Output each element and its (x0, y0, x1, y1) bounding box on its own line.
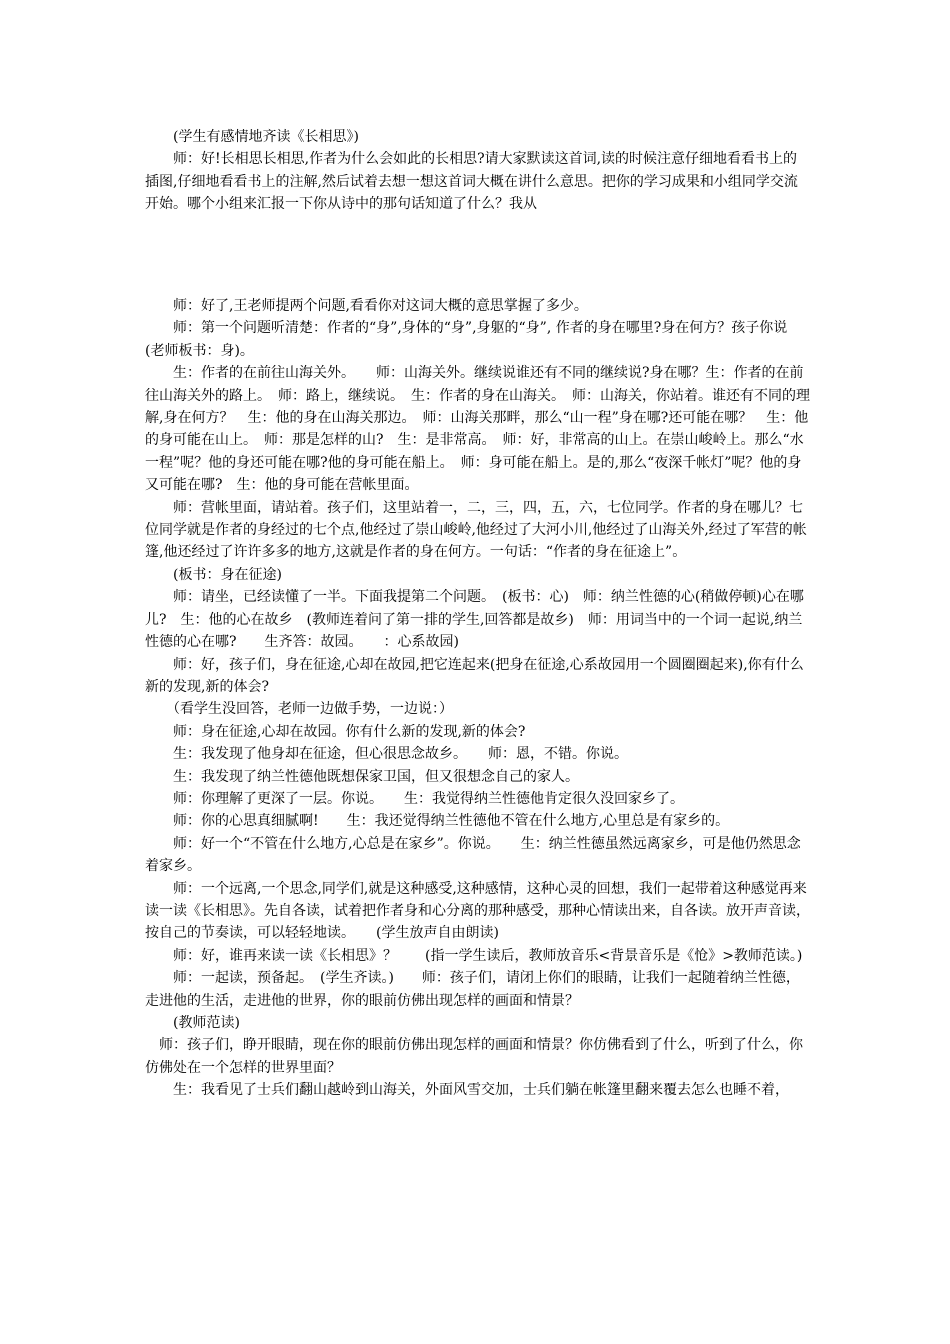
document-paragraph: 师：身在征途,心却在故园。你有什么新的发现,新的体会? (145, 723, 526, 740)
document-paragraph: 师：好，孩子们，身在征途,心却在故园,把它连起来(把身在征途,心系故园用一个圆圈圈起来),你有什么新的发现,新的体会? (145, 656, 804, 695)
document-paragraph: (学生有感情地齐读《长相思》) (145, 129, 359, 145)
document-paragraph: 师：好，谁再来读一读《长相思》？ (指一学生读后，教师放音乐<背景音乐是《怆》>教师范读。) (145, 947, 803, 964)
document-paragraph: (板书：身在征途) (145, 566, 282, 583)
document-paragraph: 师：营帐里面，请站着。孩子们，这里站着一，二，三，四，五，六，七位同学。作者的身在哪儿？七位同学就是作者的身经过的七个点,他经过了崇山峻岭,他经过了大河小川,他经过了山海关外,经过了军营的帐篷,他还经过了许许多多的地方,这就是作者的身在何方。一句话：“作者的身在征途上”。 (145, 499, 807, 561)
document-paragraph: 师：好了,王老师提两个问题,看看你对这词大概的意思掌握了多少。 (145, 298, 588, 314)
document-paragraph: 师：一起读，预备起。 (学生齐读。) 师：孩子们，请闭上你们的眼睛，让我们一起随着纳兰性德，走进他的生活，走进他的世界，你的眼前仿佛出现怎样的画面和情景？ (145, 970, 800, 1009)
document-paragraph: 师：你的心思真细腻啊! 生：我还觉得纳兰性德他不管在什么地方,心里总是有家乡的。 (145, 813, 730, 830)
document-paragraph: 师：请坐，已经读懂了一半。下面我提第二个问题。 (板书：心) 师：纳兰性德的心(稍做停顿)心在哪儿? 生：他的心在故乡 (教师连着问了第一排的学生,回答都是故乡) 师：用词当中的一个词一起说,纳兰性德的心在哪? 生齐答：故园。 ：心系故园) (145, 589, 804, 651)
document-paragraph: (教师范读) (145, 1015, 240, 1031)
document-paragraph: 生：我看见了士兵们翻山越岭到山海关，外面风雪交加，士兵们躺在帐篷里翻来覆去怎么也睡不着， (145, 1082, 789, 1099)
document-paragraph: 师：孩子们，睁开眼睛，现在你的眼前仿佛出现怎样的画面和情景？你仿佛看到了什么，听到了什么，你仿佛处在一个怎样的世界里面？ (145, 1037, 803, 1076)
document-paragraph: 生：我发现了纳兰性德他既想保家卫国，但又很想念自己的家人。 (145, 768, 579, 785)
document-paragraph: 师：一个远离,一个思念,同学们,就是这种感受,这种感情，这种心灵的回想，我们一起带着这种感觉再来读一读《长相思》。先自各读，试着把作者身和心分离的那种感受，那种心情读出来，自各读。放开声音读，按自己的节奏读，可以轻轻地读。 (学生放声自由朗读) (145, 880, 810, 942)
document-paragraph: 师：你理解了更深了一层。你说。 生：我觉得纳兰性德他肯定很久没回家乡了。 (145, 790, 684, 807)
document-paragraph: 生：作者的在前往山海关外。 师：山海关外。继续说谁还有不同的继续说?身在哪？生：作者的在前往山海关外的路上。 师：路上，继续说。 生：作者的身在山海关。 师：山海关，你站着。谁还有不同的理解,身在何方？ 生：他的身在山海关那边。 师：山海关那畔，那么“山一程”身在哪?还可能在哪？ 生：他的身可能在山上。 师：那是怎样的山? 生：是非常高。 师：好，非常高的山上。在崇山峻岭上。那么“水一程”呢？他的身还可能在哪?他的身可能在船上。 师：身可能在船上。是的,那么“夜深千帐灯”呢？他的身又可能在哪? 生：他的身可能在营帐里面。 (145, 365, 810, 494)
document-paragraph: 师：第一个问题听清楚：作者的“身”,身体的“身”,身躯的“身”, 作者的身在哪里?身在何方？孩子你说 (老师板书：身)。 (145, 320, 816, 359)
document-section-main (145, 295, 816, 1102)
document-paragraph: 师：好!长相思长相思,作者为什么会如此的长相思?请大家默读这首词,读的时候注意仔细地看看书上的插图,仔细地看看书上的注解,然后试着去想一想这首词大概在讲什么意思。把你的学习成果和小组同学交流开始。哪个小组来汇报一下你从诗中的那句话知道了什么？我从 (145, 151, 798, 213)
document-section-top (145, 126, 810, 216)
document-paragraph: 师：好一个“不管在什么地方,心总是在家乡”。你说。 生：纳兰性德虽然远离家乡，可是他仍然思念着家乡。 (145, 835, 801, 875)
document-paragraph: （看学生没回答，老师一边做手势，一边说：） (145, 701, 453, 718)
document-paragraph: 生：我发现了他身却在征途，但心很思念故乡。 师：恩，不错。你说。 (145, 746, 628, 763)
